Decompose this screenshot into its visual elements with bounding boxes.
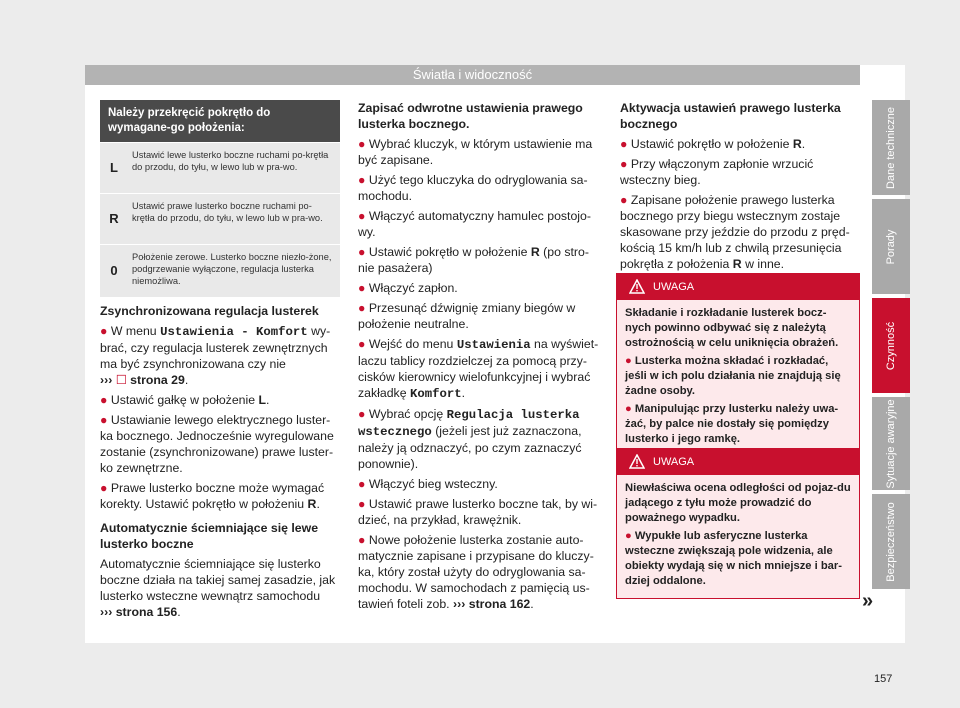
menu-name: Ustawienia <box>456 338 531 352</box>
text: Przy włączonym zapłonie wrzucić wsteczny bieg. <box>620 157 814 187</box>
text: Wybrać opcję <box>368 407 447 421</box>
bullet-icon: ● <box>625 403 632 415</box>
text: Ustawić pokrętło w położenie <box>368 245 531 259</box>
list-item <box>358 496 602 528</box>
section-heading: Automatycznie ściemniające się lewe lusterko boczne <box>100 521 319 551</box>
tab-bezpieczenstwo[interactable] <box>872 494 910 589</box>
list-item: ● Ustawić pokrętło w położenie R. <box>620 137 806 151</box>
list-item <box>358 208 602 240</box>
menu-name: Regulacja lusterka wstecznego <box>358 408 580 439</box>
table-row <box>100 193 340 244</box>
page-reference-link[interactable]: strona 29 <box>130 373 185 387</box>
position-description: Położenie zerowe. Lusterko boczne niezło-żone, podgrzewanie wyłączone, regulacja lusterka niemożliwa. <box>132 252 332 286</box>
column-2 <box>358 100 602 616</box>
ref-arrow-icon: ››› <box>100 373 113 387</box>
bullet-icon: ● <box>358 209 366 223</box>
warning-body <box>617 300 859 456</box>
ref-arrow-icon: ››› <box>453 597 466 611</box>
column-1 <box>100 303 342 624</box>
bullet-icon: ● <box>358 245 366 259</box>
warning-box <box>616 273 860 457</box>
text: w inne. <box>741 257 785 271</box>
menu-name: Ustawienia - Komfort <box>160 325 308 339</box>
text: wy-brać, czy regulacja lusterek zewnętrznych ma być zsynchronizowana czy nie <box>100 324 331 371</box>
bullet-icon: ● <box>100 413 108 427</box>
warning-text: Składanie i rozkładanie lusterek bocz-nych powinno odbywać się z należytą ostrożnością w celu uniknięcia obrażeń. <box>625 307 839 349</box>
position-letter: L <box>258 393 267 407</box>
list-item: ● Ustawić gałkę w położenie L. <box>100 393 270 407</box>
bullet-icon: ● <box>358 281 366 295</box>
paragraph: Automatycznie ściemniające się lusterko boczne działa na takiej samej zasadzie, jak lusterko wsteczne wewnątrz samochodu ››› strona 156. <box>100 557 336 619</box>
bullet-icon: ● <box>620 137 628 151</box>
warning-triangle-icon <box>629 279 645 294</box>
bullet-icon: ● <box>620 157 628 171</box>
ref-arrow-icon: ››› <box>100 605 113 619</box>
text: Użyć tego kluczyka do odryglowania sa-mochodu. <box>358 173 588 203</box>
warning-header <box>617 274 859 300</box>
text: Ustawić gałkę w położenie <box>110 393 259 407</box>
section-heading: Zsynchronizowana regulacja lusterek <box>100 304 319 318</box>
text: Ustawić prawe lusterko boczne tak, by wi-dzieć, na przykład, krawężnik. <box>358 497 598 527</box>
page-reference-link[interactable]: strona 156 <box>115 605 178 619</box>
tab-label: Sytuacje awaryjne <box>885 398 897 489</box>
list-item <box>358 476 602 492</box>
table-header: Należy przekręcić pokrętło do wymagane-go położenia: <box>100 100 340 142</box>
bullet-icon: ● <box>358 337 366 351</box>
list-item <box>358 136 602 168</box>
position-letter: R <box>792 137 802 151</box>
text: Lusterka można składać i rozkładać, jeśli w ich polu działania nie znajdują się żadne osoby. <box>625 355 841 397</box>
table-row <box>100 244 340 297</box>
list-item <box>358 406 602 472</box>
list-item: ● Wejść do menu Ustawienia na wyświet-laczu tablicy rozdzielczej za pomocą przy-cisków kierownicy wielofunkcyjnej i wybrać zakładkę Komfort. <box>358 337 599 401</box>
tab-sytuacje-awaryjne[interactable] <box>872 397 910 490</box>
text: Wybrać kluczyk, w którym ustawienie ma być zapisane. <box>358 137 593 167</box>
tab-czynnosc[interactable] <box>872 298 910 393</box>
list-item <box>620 192 860 272</box>
list-item <box>358 300 602 332</box>
text: Przesunąć dźwignię zmiany biegów w położenie neutralne. <box>358 301 576 331</box>
tab-dane-techniczne[interactable] <box>872 100 910 195</box>
bullet-icon: ● <box>358 137 366 151</box>
bullet-icon: ● <box>358 533 366 547</box>
section-heading: Zapisać odwrotne ustawienia prawego lusterka bocznego. <box>358 101 583 131</box>
text: na wyświet-laczu tablicy rozdzielczej za pomocą przy-cisków kierownicy wielofunkcyjnej i wybrać zakładkę <box>358 337 599 400</box>
column-3 <box>620 100 860 276</box>
text: Zapisane położenie prawego lusterka bocznego przy biegu wstecznym zostaje skasowane przy jeździe do przodu z pręd-kością 15 km/h lub z chwilą przesunięcia pokrętła z położenia <box>620 193 850 271</box>
text: Włączyć automatyczny hamulec postojo-wy. <box>358 209 591 239</box>
table-row <box>100 142 340 193</box>
bullet-icon: ● <box>625 530 632 542</box>
bullet-icon: ● <box>620 193 628 207</box>
list-item <box>625 529 851 589</box>
section-heading: Aktywacja ustawień prawego lusterka bocznego <box>620 101 841 131</box>
warning-title: UWAGA <box>653 456 695 468</box>
bullet-icon: ● <box>358 477 366 491</box>
position-letter: R <box>530 245 540 259</box>
bullet-icon: ● <box>358 497 366 511</box>
list-item: ● W menu Ustawienia - Komfort wy-brać, czy regulacja lusterek zewnętrznych ma być zsynchronizowana czy nie ››› ☐ strona 29. <box>100 324 331 387</box>
text: Prawe lusterko boczne może wymagać korekty. Ustawić pokrętło w położeniu <box>100 481 325 511</box>
text: Włączyć zapłon. <box>368 281 458 295</box>
list-item <box>620 156 860 188</box>
text: Wejść do menu <box>368 337 457 351</box>
warning-box <box>616 448 860 599</box>
tab-label: Dane techniczne <box>885 106 897 189</box>
position-letter: R <box>307 497 317 511</box>
bullet-icon: ● <box>100 481 108 495</box>
text: (po stro-nie pasażera) <box>358 245 589 275</box>
text: Włączyć bieg wsteczny. <box>368 477 498 491</box>
position-letter: R <box>732 257 742 271</box>
tab-label: Czynność <box>885 321 897 370</box>
position-symbol: L <box>110 160 118 175</box>
page-number: 157 <box>874 673 893 685</box>
text: Manipulując przy lusterku należy uwa-żać, by palce nie dostały się pomiędzy lusterko i jego ramkę. <box>625 403 839 445</box>
bullet-icon: ● <box>100 324 108 338</box>
tab-label: Porady <box>885 229 897 264</box>
list-item: ● Prawe lusterko boczne może wymagać korekty. Ustawić pokrętło w położeniu R. <box>100 481 325 511</box>
warning-header <box>617 449 859 475</box>
text: W menu <box>110 324 161 338</box>
position-description: Ustawić lewe lusterko boczne ruchami po-krętła do przodu, do tyłu, w lewo lub w pra-wo. <box>132 150 329 172</box>
text: Nowe położenie lusterka zostanie auto-matycznie zapisane i przypisane do kluczy-ka, który został użyty do odryglowania sa-mochodu. W samochodach z pamięcią us-tawień foteli zob. <box>358 533 594 611</box>
page-reference-link[interactable]: strona 162 <box>468 597 531 611</box>
text: Ustawianie lewego elektrycznego luster-ka bocznego. Jednocześnie wyregulowane zostanie (zsynchronizowane) prawe luster-ko zewnętrzne. <box>100 413 334 475</box>
book-icon: ☐ <box>115 373 127 387</box>
list-item <box>358 244 602 276</box>
position-description: Ustawić prawe lusterko boczne ruchami po-krętła do przodu, do tyłu, w lewo lub w pra-wo. <box>132 201 323 223</box>
position-symbol: 0 <box>110 263 118 278</box>
bullet-icon: ● <box>100 393 108 407</box>
list-item <box>100 412 342 476</box>
warning-body <box>617 475 859 598</box>
bullet-icon: ● <box>358 301 366 315</box>
bullet-icon: ● <box>358 407 366 421</box>
bullet-icon: ● <box>625 355 632 367</box>
page-header: Światła i widoczność <box>85 65 860 85</box>
mirror-position-table <box>100 100 340 297</box>
list-item: ● Nowe położenie lusterka zostanie auto-matycznie zapisane i przypisane do kluczy-ka, który został użyty do odryglowania sa-mochodu. W samochodach z pamięcią us-tawień foteli zob. ››› strona 162. <box>358 533 594 611</box>
text: Ustawić pokrętło w położenie <box>630 137 793 151</box>
text: Wypukłe lub asferyczne lusterka wsteczne zwiększają pole widzenia, ale obiekty wydają się w nich mniejsze i bar-dziej oddalone. <box>625 530 842 587</box>
list-item <box>625 402 851 447</box>
text: Automatycznie ściemniające się lusterko boczne działa na takiej samej zasadzie, jak lusterko wsteczne wewnątrz samochodu <box>100 557 336 603</box>
list-item <box>358 172 602 204</box>
tab-label: Bezpieczeństwo <box>885 501 897 582</box>
warning-title: UWAGA <box>653 281 695 293</box>
tab-porady[interactable] <box>872 199 910 294</box>
list-item <box>625 354 851 399</box>
position-symbol: R <box>109 211 119 226</box>
list-item <box>358 280 602 296</box>
bullet-icon: ● <box>358 173 366 187</box>
menu-name: Komfort <box>409 387 462 401</box>
warning-text: Niewłaściwa ocena odległości od pojaz-du jadącego z tyłu może prowadzić do poważnego wypadku. <box>625 482 851 524</box>
warning-triangle-icon <box>629 454 645 469</box>
continue-arrows-icon: » <box>862 590 874 612</box>
text: (jeżeli jest już zaznaczona, należy ją odznaczyć, po czym zaznaczyć ponownie). <box>358 424 582 471</box>
